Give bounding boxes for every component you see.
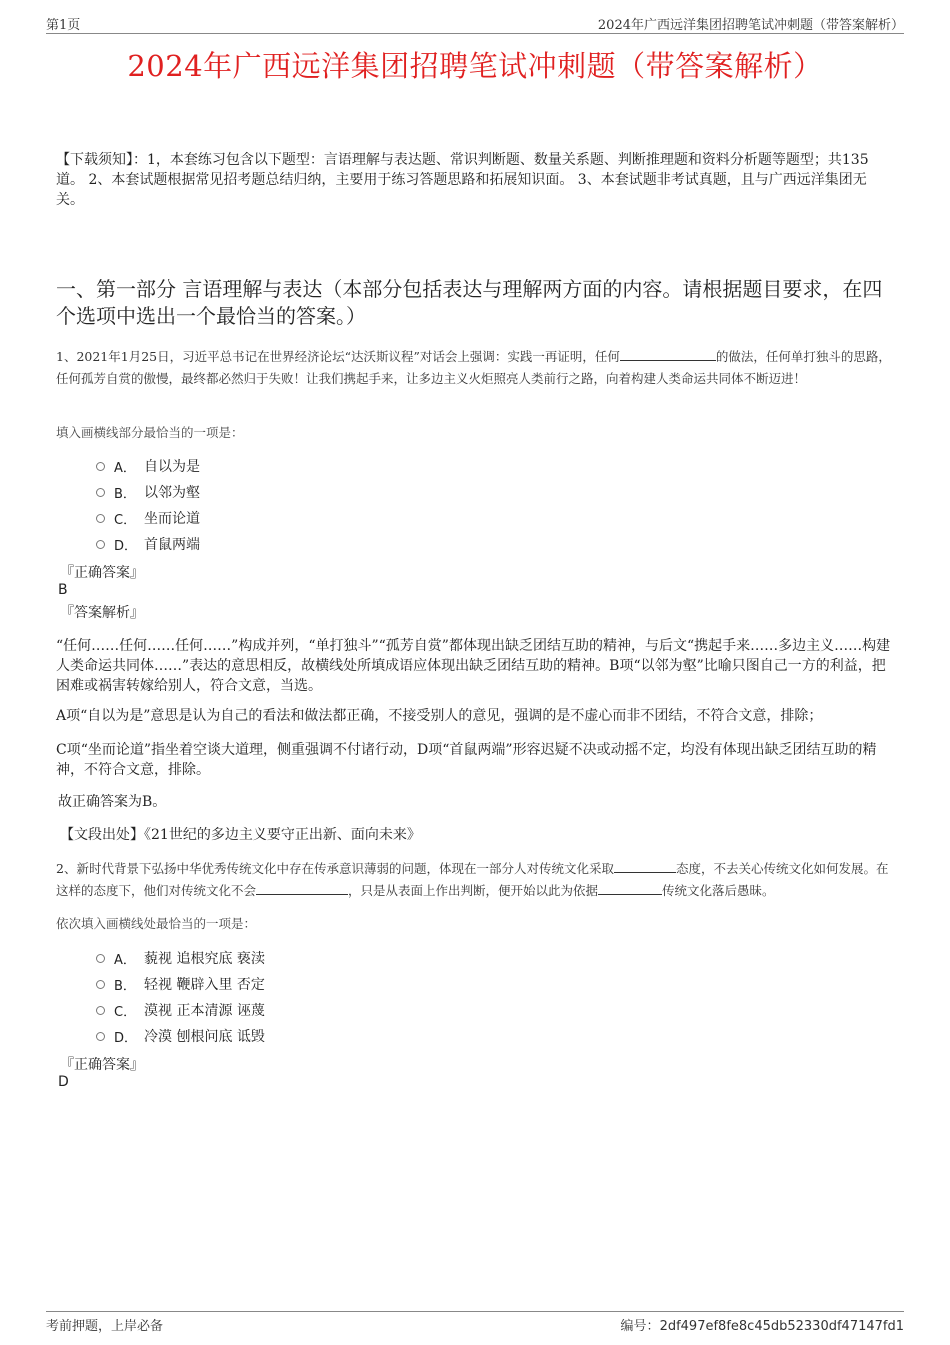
radio-icon[interactable] <box>96 954 105 963</box>
footer-divider <box>46 1311 904 1312</box>
section-heading: 一、第一部分 言语理解与表达（本部分包括表达与理解两方面的内容。请根据题目要求，在四个选项中选出一个最恰当的答案。） <box>56 277 883 328</box>
analysis-paragraph: C项“坐而论道”指坐着空谈大道理，侧重强调不付诸行动，D项“首鼠两端”形容迟疑不决或动摇不定，均没有体现出缺乏团结互助的精神，不符合文意，排除。 <box>56 742 877 778</box>
option-b[interactable]: B． 轻视 鞭辟入里 否定 <box>96 971 265 997</box>
answer-blank <box>256 882 348 895</box>
option-b[interactable]: B． 以邻为壑 <box>96 479 200 505</box>
question-1-prompt: 填入画横线部分最恰当的一项是： <box>56 425 244 440</box>
analysis-paragraph: A项“自以为是”意思是认为自己的看法和做法都正确，不接受别人的意见，强调的是不虚心而非不团结，不符合文意，排除； <box>56 708 823 724</box>
option-a[interactable]: A． 自以为是 <box>96 453 200 479</box>
correct-answer: D <box>58 1074 69 1090</box>
header-divider <box>46 33 904 34</box>
document-title: 2024年广西远洋集团招聘笔试冲刺题（带答案解析） <box>127 49 823 83</box>
question-1-stem-start: 1、2021年1月25日，习近平总书记在世界经济论坛“达沃斯议程”对话会上强调：实践一再证明，任何 <box>56 349 620 364</box>
radio-icon[interactable] <box>96 1032 105 1041</box>
correct-answer-label: 『正确答案』 <box>60 565 144 581</box>
analysis-label: 『答案解析』 <box>60 605 144 621</box>
question-2-prompt: 依次填入画横线处最恰当的一项是： <box>56 916 257 931</box>
question-1-text <box>56 346 894 390</box>
analysis-paragraph: “任何……任何……任何……”构成并列，“单打独斗”“孤芳自赏”都体现出缺乏团结互助的精神，与后文“携起手来……多边主义……构建人类命运共同体……”表达的意思相反，故横线处所填成语应体现出缺乏团结互助的精神。B项“以邻为壑”比喻只图自己一方的利益，把困难或祸害转嫁给别人，符合文意，当选。 <box>56 638 891 694</box>
radio-icon[interactable] <box>96 540 105 549</box>
option-d[interactable]: D． 冷漠 刨根问底 诋毁 <box>96 1023 265 1049</box>
question-1-stem-end: 的做法，任何单打独斗的思路，任何孤芳自赏的傲慢，最终都必然归于失败！让我们携起手来，让多边主义火炬照亮人类前行之路，向着构建人类命运共同体不断迈进！ <box>56 349 891 386</box>
question-2-options <box>96 945 265 1049</box>
footer-slogan: 考前押题，上岸必备 <box>46 1319 164 1334</box>
radio-icon[interactable] <box>96 980 105 989</box>
radio-icon[interactable] <box>96 462 105 471</box>
option-c[interactable]: C． 漠视 正本清源 诬蔑 <box>96 997 265 1023</box>
answer-blank <box>620 348 716 361</box>
answer-blank <box>598 882 662 895</box>
source-note: 【文段出处】《21世纪的多边主义要守正出新、面向未来》 <box>60 827 421 843</box>
radio-icon[interactable] <box>96 514 105 523</box>
answer-blank <box>614 860 676 873</box>
question-2-text: 2、新时代背景下弘扬中华优秀传统文化中存在传承意识薄弱的问题，体现在一部分人对传统文化采取 态度，不去关心传统文化如何发展。在这样的态度下，他们对传统文化不会 ，只是从表面上作出判断，便开始以此为依据 传统文化落后愚昧。 <box>56 861 889 898</box>
question-1-options <box>96 453 200 557</box>
running-title: 2024年广西远洋集团招聘笔试冲刺题（带答案解析） <box>597 18 904 33</box>
option-d[interactable]: D． 首鼠两端 <box>96 531 200 557</box>
correct-answer-label: 『正确答案』 <box>60 1057 144 1073</box>
page-number: 第1页 <box>46 18 81 33</box>
radio-icon[interactable] <box>96 1006 105 1015</box>
option-c[interactable]: C． 坐而论道 <box>96 505 200 531</box>
correct-answer: B <box>58 582 68 598</box>
option-a[interactable]: A． 藐视 追根究底 亵渎 <box>96 945 265 971</box>
analysis-conclusion: 故正确答案为B。 <box>58 794 167 810</box>
download-notice: 【下载须知】：1，本套练习包含以下题型：言语理解与表达题、常识判断题、数量关系题、判断推理题和资料分析题等题型；共135道。 2、本套试题根据常见招考题总结归纳，主要用于练习答题思路和拓展知识面。 3、本套试题非考试真题，且与广西远洋集团无关。 <box>56 152 869 208</box>
document-code: 编号：2df497ef8fe8c45db52330df47147fd1 <box>620 1319 904 1334</box>
radio-icon[interactable] <box>96 488 105 497</box>
